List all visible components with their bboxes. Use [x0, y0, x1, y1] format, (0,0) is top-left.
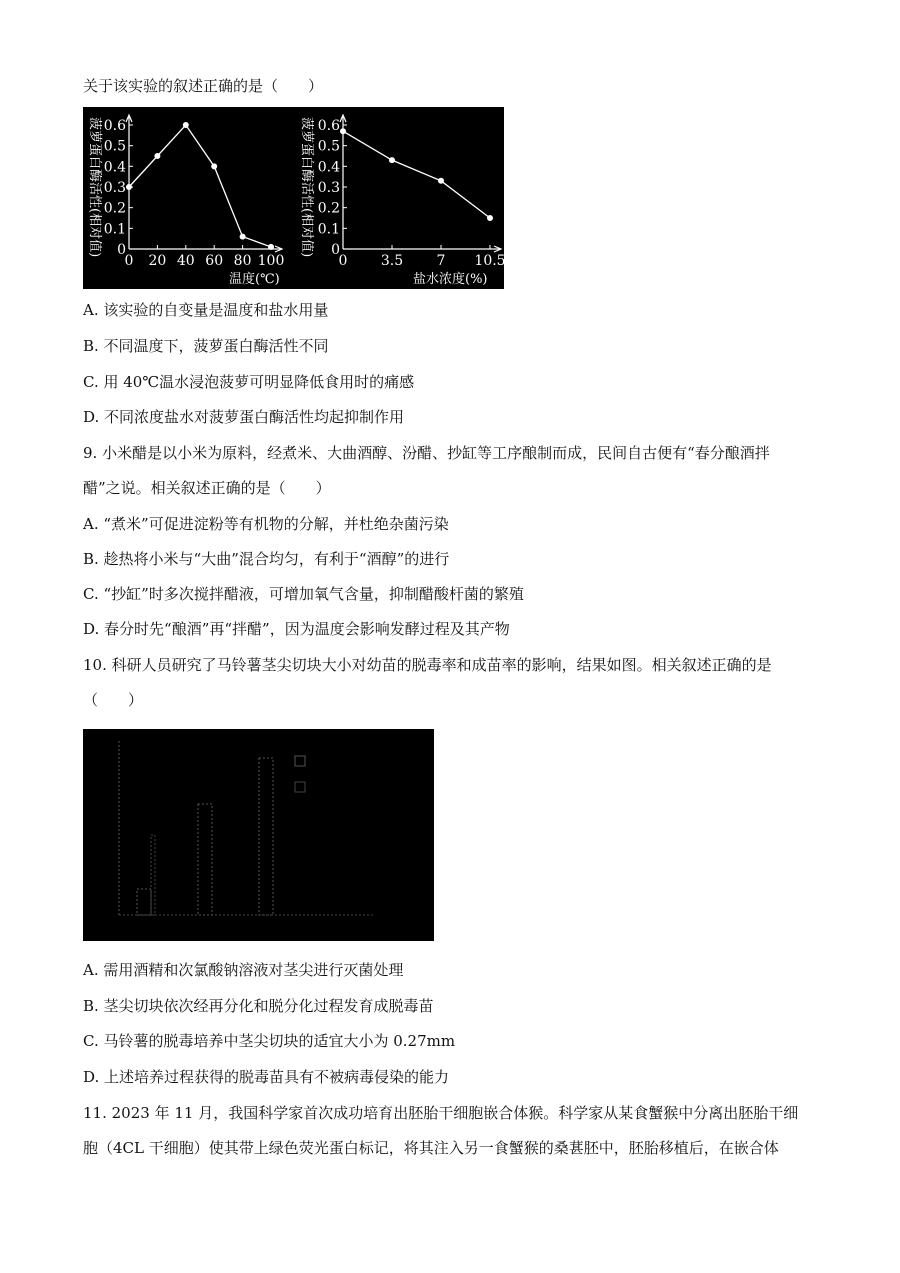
- q10-option-a: A. 需用酒精和次氯酸钠溶液对茎尖进行灭菌处理: [83, 961, 404, 979]
- q8-stem: 关于该实验的叙述正确的是（ ）: [83, 77, 324, 95]
- chart1-data-point: [126, 184, 132, 190]
- chart2-xtick-label: 3.5: [380, 253, 404, 269]
- chart2-xtick-label: 7: [436, 253, 446, 269]
- q10-legend-swatch-1: [295, 756, 305, 766]
- chart2-ytick-label: 0.5: [317, 138, 340, 155]
- chart1-data-point: [240, 234, 246, 240]
- chart2-ytick-label: 0.3: [317, 180, 340, 196]
- chart1-ytick-label: 0.3: [103, 180, 126, 196]
- q9-option-b: B. 趁热将小米与“大曲”混合均匀，有利于“酒醇”的进行: [83, 550, 450, 568]
- chart2-ytick-label: 0.6: [317, 118, 340, 134]
- chart1-xtick-label: 80: [233, 253, 252, 269]
- chart2-data-point: [438, 178, 444, 184]
- q10-bar-3: [259, 758, 273, 915]
- chart1-data-point: [154, 153, 160, 159]
- chart2-ylabel: 菠萝蛋白酶活性(相对值): [299, 117, 314, 258]
- chart2-ytick-label: 0.1: [317, 221, 340, 238]
- q10-bar-1b: [151, 835, 155, 915]
- chart2-data-point: [340, 128, 346, 134]
- chart2-ytick-label: 0: [331, 242, 340, 258]
- q8-option-b: B. 不同温度下，菠萝蛋白酶活性不同: [83, 337, 329, 355]
- q9-option-c: C. “抄缸”时多次搅拌醋液，可增加氧气含量，抑制醋酸杆菌的繁殖: [83, 585, 524, 603]
- q10-stem-line2: （ ）: [83, 691, 144, 709]
- chart2-data-point: [487, 215, 493, 221]
- chart1-series-line: [129, 125, 271, 247]
- q8-option-d: D. 不同浓度盐水对菠萝蛋白酶活性均起抑制作用: [83, 408, 405, 426]
- q10-option-c: C. 马铃薯的脱毒培养中茎尖切块的适宜大小为 0.27mm: [83, 1032, 456, 1050]
- q9-stem-line2: 醋”之说。相关叙述正确的是（ ）: [83, 479, 331, 497]
- chart2-xtick-label: 0: [338, 253, 348, 269]
- chart1-ytick-label: 0: [117, 242, 126, 258]
- q10-legend-swatch-2: [295, 782, 305, 792]
- chart1-ytick-label: 0.2: [103, 200, 126, 217]
- q8-option-c: C. 用 40℃温水浸泡菠萝可明显降低食用时的痛感: [83, 373, 415, 391]
- chart2-series-line: [343, 131, 490, 218]
- q8-charts: [83, 107, 504, 289]
- chart1-ytick-label: 0.1: [103, 221, 126, 238]
- q9-option-a: A. “煮米”可促进淀粉等有机物的分解，并杜绝杂菌污染: [83, 515, 449, 533]
- chart1-ytick-label: 0.6: [103, 118, 126, 134]
- chart1-ytick-label: 0.5: [103, 138, 126, 155]
- q10-chart: [83, 729, 434, 941]
- chart1-data-point: [211, 163, 217, 169]
- q10-figure: [83, 729, 434, 941]
- chart1-ylabel: 菠萝蛋白酶活性(相对值): [87, 117, 102, 258]
- chart1-xlabel: 温度(℃): [229, 272, 280, 287]
- chart2-ytick-label: 0.4: [317, 159, 340, 176]
- q8-option-a: A. 该实验的自变量是温度和盐水用量: [83, 301, 329, 319]
- chart1-xtick-label: 40: [176, 253, 195, 269]
- q9-option-d: D. 春分时先“酿酒”再“拌醋”，因为温度会影响发酵过程及其产物: [83, 620, 510, 638]
- chart1-xtick-label: 20: [148, 253, 167, 269]
- chart2-ytick-label: 0.2: [317, 200, 340, 217]
- q10-stem-line1: 10. 科研人员研究了马铃薯茎尖切块大小对幼苗的脱毒率和成苗率的影响，结果如图。相关叙述正确的是: [83, 656, 772, 674]
- q10-bar-2: [198, 804, 212, 915]
- chart1-ytick-label: 0.4: [103, 159, 126, 176]
- q11-stem-line1: 11. 2023 年 11 月，我国科学家首次成功培育出胚胎干细胞嵌合体猴。科学家从某食蟹猴中分离出胚胎干细: [83, 1104, 799, 1122]
- chart2-xtick-label: 10.5: [474, 253, 504, 269]
- chart1-xtick-label: 60: [205, 253, 224, 269]
- q10-option-b: B. 茎尖切块依次经再分化和脱分化过程发育成脱毒苗: [83, 997, 434, 1015]
- chart2-xlabel: 盐水浓度(%): [413, 272, 488, 287]
- q10-bar-1a: [137, 889, 151, 915]
- chart1-data-point: [183, 122, 189, 128]
- chart1-xtick-label: 0: [124, 253, 134, 269]
- q8-figure: [83, 107, 504, 289]
- chart1-data-point: [268, 244, 274, 250]
- q10-option-d: D. 上述培养过程获得的脱毒苗具有不被病毒侵染的能力: [83, 1068, 450, 1086]
- chart1-xtick-label: 100: [257, 253, 285, 269]
- q11-stem-line2: 胞（4CL 干细胞）使其带上绿色荧光蛋白标记，将其注入另一食蟹猴的桑葚胚中，胚胎移植后，在嵌合体: [83, 1139, 779, 1157]
- chart2-data-point: [389, 157, 395, 163]
- q9-stem-line1: 9. 小米醋是以小米为原料，经煮米、大曲酒醇、汾醋、抄缸等工序酿制而成，民间自古便有“春分酿酒拌: [83, 444, 770, 462]
